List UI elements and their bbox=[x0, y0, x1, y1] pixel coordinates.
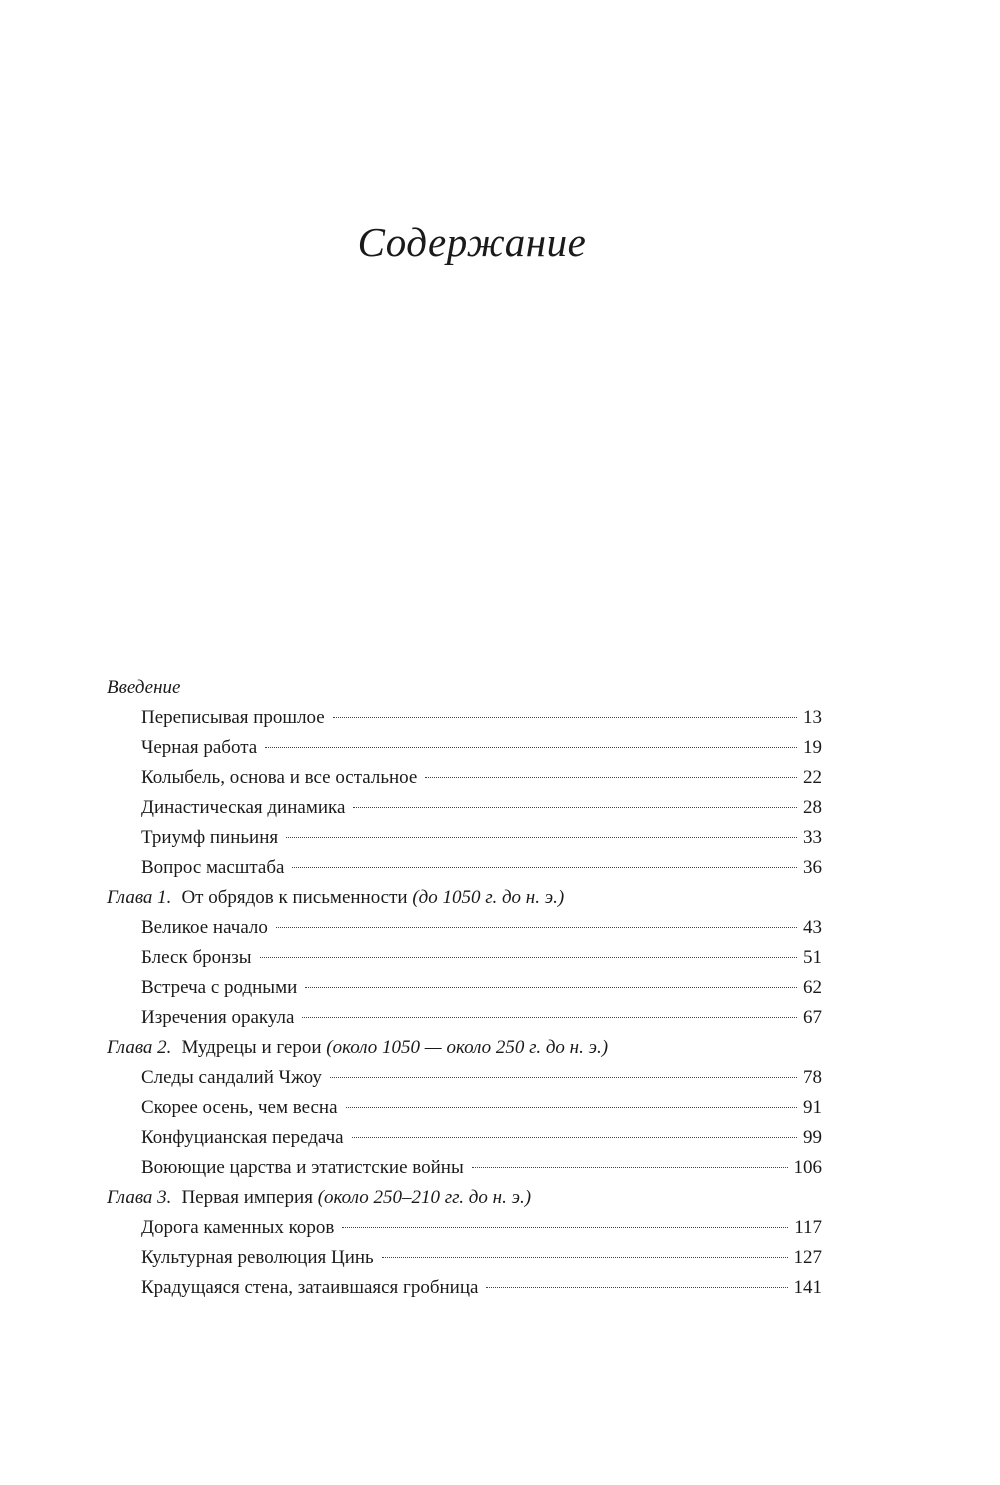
dot-leader bbox=[342, 1227, 788, 1228]
table-of-contents bbox=[107, 673, 822, 1303]
toc-entry[interactable] bbox=[107, 1003, 822, 1033]
toc-page-number: 19 bbox=[803, 737, 822, 758]
toc-entry[interactable] bbox=[107, 1123, 822, 1153]
toc-section-title: От обрядов к письменности bbox=[181, 887, 413, 908]
toc-page-number: 36 bbox=[803, 857, 822, 878]
toc-entry-label: Встреча с родными bbox=[141, 977, 298, 998]
toc-page-number: 43 bbox=[803, 917, 822, 938]
toc-entry-label: Скорее осень, чем весна bbox=[141, 1097, 338, 1118]
dot-leader bbox=[305, 987, 797, 988]
toc-entry-label: Культурная революция Цинь bbox=[141, 1247, 374, 1268]
toc-entry-label: Следы сандалий Чжоу bbox=[141, 1067, 322, 1088]
toc-section-heading bbox=[107, 1183, 822, 1213]
toc-entry-label: Блеск бронзы bbox=[141, 947, 252, 968]
toc-page-number: 127 bbox=[793, 1247, 822, 1268]
toc-entry[interactable] bbox=[107, 943, 822, 973]
toc-entry-label: Триумф пиньиня bbox=[141, 827, 279, 848]
dot-leader bbox=[286, 837, 797, 838]
dot-leader bbox=[260, 957, 797, 958]
dot-leader bbox=[276, 927, 797, 928]
toc-page-number: 91 bbox=[803, 1097, 822, 1118]
toc-entry-label: Переписывая прошлое bbox=[141, 707, 325, 728]
toc-page-number: 78 bbox=[803, 1067, 822, 1088]
dot-leader bbox=[352, 1137, 797, 1138]
toc-entry[interactable] bbox=[107, 1213, 822, 1243]
toc-entry-label: Династическая динамика bbox=[141, 797, 346, 818]
toc-section-title: Мудрецы и герои bbox=[181, 1037, 327, 1058]
toc-page-number: 28 bbox=[803, 797, 822, 818]
toc-page-number: 67 bbox=[803, 1007, 822, 1028]
dot-leader bbox=[382, 1257, 788, 1258]
toc-page-number: 106 bbox=[793, 1157, 822, 1178]
dot-leader bbox=[333, 717, 797, 718]
toc-entry-label: Вопрос масштаба bbox=[141, 857, 285, 878]
toc-entry[interactable] bbox=[107, 793, 822, 823]
toc-entry-label: Изречения оракула bbox=[141, 1007, 295, 1028]
toc-section-label: Глава 3. bbox=[107, 1187, 172, 1208]
dot-leader bbox=[486, 1287, 787, 1288]
toc-entry[interactable] bbox=[107, 1063, 822, 1093]
page-title: Содержание bbox=[357, 219, 587, 265]
dot-leader bbox=[265, 747, 797, 748]
toc-entry[interactable] bbox=[107, 913, 822, 943]
toc-section-heading bbox=[107, 883, 822, 913]
toc-entry[interactable] bbox=[107, 703, 822, 733]
toc-entry[interactable] bbox=[107, 823, 822, 853]
toc-page-number: 99 bbox=[803, 1127, 822, 1148]
dot-leader bbox=[302, 1017, 797, 1018]
toc-entry[interactable] bbox=[107, 1093, 822, 1123]
toc-entry-label: Крадущаяся стена, затаившаяся гробница bbox=[141, 1277, 479, 1298]
toc-entry[interactable] bbox=[107, 1243, 822, 1273]
toc-entry-label: Великое начало bbox=[141, 917, 268, 938]
toc-entry[interactable] bbox=[107, 853, 822, 883]
toc-page-number: 141 bbox=[793, 1277, 822, 1298]
toc-section-title: Первая империя bbox=[181, 1187, 318, 1208]
toc-entry[interactable] bbox=[107, 733, 822, 763]
toc-entry[interactable] bbox=[107, 763, 822, 793]
toc-section-dates: (до 1050 г. до н. э.) bbox=[412, 887, 565, 908]
toc-section-label: Введение bbox=[107, 677, 181, 698]
dot-leader bbox=[330, 1077, 797, 1078]
dot-leader bbox=[353, 807, 797, 808]
toc-page-number: 13 bbox=[803, 707, 822, 728]
toc-section-dates: (около 1050 — около 250 г. до н. э.) bbox=[326, 1037, 609, 1058]
toc-entry-label: Воюющие царства и этатистские войны bbox=[141, 1157, 464, 1178]
toc-page-number: 117 bbox=[794, 1217, 822, 1238]
toc-section-heading bbox=[107, 673, 822, 703]
toc-page-number: 62 bbox=[803, 977, 822, 998]
toc-page-number: 22 bbox=[803, 767, 822, 788]
toc-section-heading bbox=[107, 1033, 822, 1063]
toc-section-label: Глава 1. bbox=[107, 887, 172, 908]
toc-entry-label: Дорога каменных коров bbox=[141, 1217, 335, 1238]
dot-leader bbox=[346, 1107, 797, 1108]
dot-leader bbox=[472, 1167, 788, 1168]
toc-entry-label: Черная работа bbox=[141, 737, 258, 758]
toc-entry-label: Колыбель, основа и все остальное bbox=[141, 767, 418, 788]
dot-leader bbox=[292, 867, 797, 868]
toc-page-number: 33 bbox=[803, 827, 822, 848]
toc-entry[interactable] bbox=[107, 973, 822, 1003]
toc-entry[interactable] bbox=[107, 1153, 822, 1183]
toc-section-label: Глава 2. bbox=[107, 1037, 172, 1058]
toc-entry[interactable] bbox=[107, 1273, 822, 1303]
dot-leader bbox=[425, 777, 797, 778]
toc-page-number: 51 bbox=[803, 947, 822, 968]
toc-entry-label: Конфуцианская передача bbox=[141, 1127, 344, 1148]
toc-section-dates: (около 250–210 гг. до н. э.) bbox=[317, 1187, 532, 1208]
